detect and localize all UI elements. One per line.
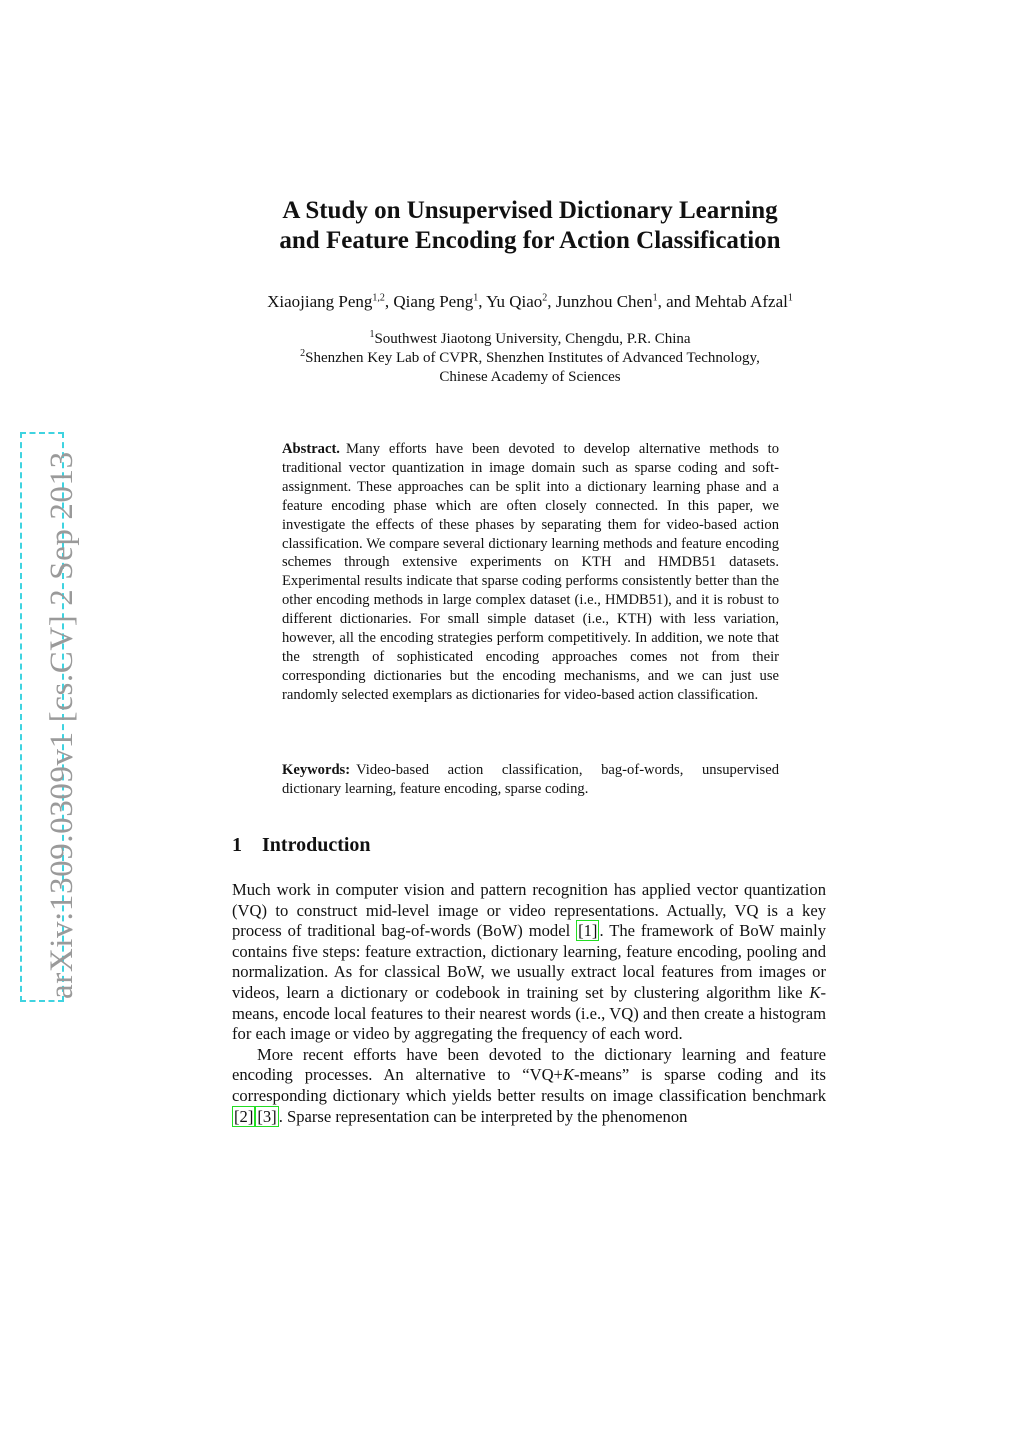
affiliation-2-cont: Chinese Academy of Sciences — [439, 369, 621, 385]
author-affiliation-mark: 2 — [542, 292, 548, 304]
text-run: -means” is sparse coding and its corresponding dictionary which yields better results on image classification benchmark — [232, 1065, 826, 1105]
keywords-label: Keywords: — [282, 762, 351, 778]
math-variable: K — [809, 982, 821, 1002]
text-run: . The framework of BoW mainly contains five steps: feature extraction, dictionary learning, feature encoding, pooling and normalization. As for classical BoW, we usually extract local features from images or videos, learn a dictionary or codebook in training set by clustering algorithm like — [232, 921, 826, 1002]
abstract-text: Many efforts have been devoted to develop alternative methods to traditional vector quantization in image domain such as sparse coding and soft-assignment. These approaches can be split into a dictionary learning phase and a feature encoding phase which are often closely connected. In this paper, we investigate the effects of these phases by separating them for video-based action classification. We compare several dictionary learning methods and feature encoding schemes through extensive experiments on KTH and HMDB51 datasets. Experimental results indicate that sparse coding performs consistently better than the other encoding methods in large complex dataset (i.e., HMDB51), and it is robust to different dictionaries. For small simple dataset (i.e., KTH) with less variation, however, all the encoding strategies perform competitively. In addition, we note that the strength of sophisticated encoding approaches comes not from their corresponding dictionaries but the encoding mechanisms, and we can just use randomly selected exemplars as dictionaries for video-based action classification. — [282, 441, 779, 703]
abstract-label: Abstract. — [282, 441, 340, 457]
citation-link[interactable]: [3] — [257, 1106, 277, 1126]
author-name: Qiang Peng — [393, 292, 474, 311]
author-separator: , — [478, 292, 487, 311]
citation-link[interactable]: [1] — [578, 921, 598, 941]
author-separator: , — [384, 292, 394, 311]
affiliation-text: Southwest Jiaotong University, Chengdu, P.R. China — [374, 331, 691, 347]
paragraph-2 — [232, 1045, 826, 1127]
arxiv-identifier: arXiv:1309.0309v1 [cs.CV] 2 Sep 2013 — [44, 451, 80, 999]
title-line-2: and Feature Encoding for Action Classification — [279, 227, 781, 254]
text-run: Much work in computer vision and pattern recognition has applied vector quantization (VQ) to construct mid-level image or video representations. Actually, VQ is a key process of traditional bag-of-words (BoW) model — [232, 880, 826, 941]
keywords-text: Video-based action classification, bag-of-words, unsupervised dictionary learning, feature encoding, sparse coding. — [282, 762, 779, 797]
author-affiliation-mark: 1,2 — [372, 292, 385, 304]
text-run: More recent efforts have been devoted to the dictionary learning and feature encoding processes. An alternative to “VQ+ — [232, 1044, 826, 1085]
author-separator: , and — [657, 292, 695, 311]
affiliations — [220, 330, 840, 387]
author-list — [220, 292, 840, 312]
author-name: Junzhou Chen — [555, 292, 653, 311]
author-name: Yu Qiao — [486, 292, 543, 311]
affiliation-mark: 1 — [369, 329, 375, 340]
math-variable: K — [562, 1065, 574, 1085]
author-affiliation-mark: 1 — [473, 292, 479, 304]
text-run: . Sparse representation can be interpreted by the phenomenon — [278, 1106, 688, 1126]
paper-title — [230, 196, 830, 256]
text-run: -means, encode local features to their nearest words (i.e., VQ) and then create a histogram for each image or video by aggregating the frequency of each word. — [232, 982, 826, 1044]
author-name: Xiaojiang Peng — [267, 292, 373, 311]
author-affiliation-mark: 1 — [787, 292, 793, 304]
affiliation-text: Shenzhen Key Lab of CVPR, Shenzhen Institutes of Advanced Technology, — [305, 350, 760, 366]
affiliation-2 — [220, 349, 840, 368]
author-affiliation-mark: 1 — [652, 292, 658, 304]
body-text — [232, 880, 826, 1127]
keywords — [282, 761, 779, 799]
title-line-1: A Study on Unsupervised Dictionary Learning — [282, 197, 778, 224]
affiliation-1 — [220, 330, 840, 349]
author-separator: , — [547, 292, 556, 311]
section-heading-introduction — [232, 834, 371, 857]
affiliation-mark: 2 — [300, 348, 306, 359]
paragraph-1 — [232, 880, 826, 1045]
abstract — [282, 440, 779, 705]
section-number: 1 — [232, 834, 242, 856]
author-name: Mehtab Afzal — [694, 292, 788, 311]
citation-link[interactable]: [2] — [234, 1106, 254, 1126]
section-title: Introduction — [262, 834, 371, 856]
